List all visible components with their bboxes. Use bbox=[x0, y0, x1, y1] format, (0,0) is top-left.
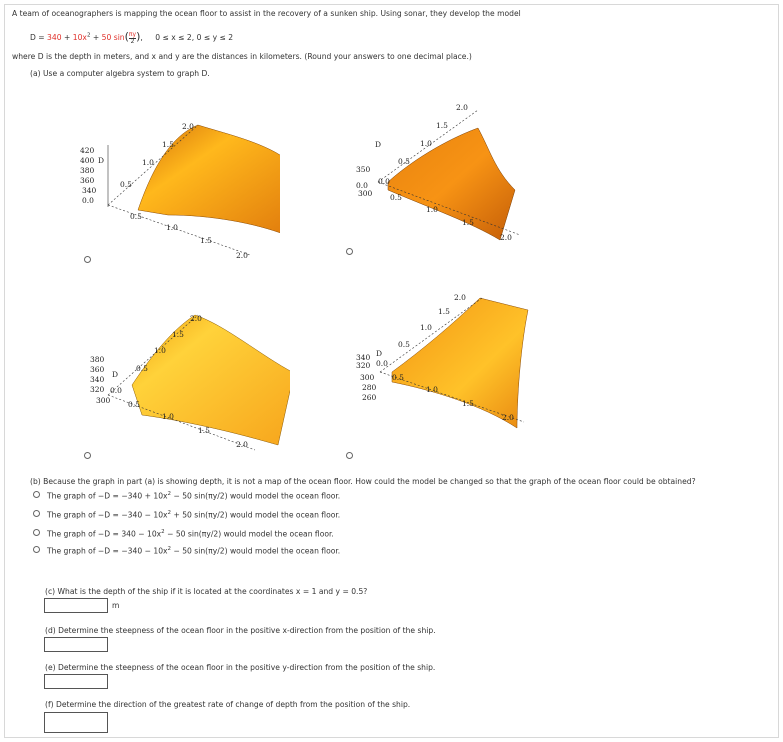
x-tick: 1.0 bbox=[426, 205, 438, 214]
b-option-radio[interactable] bbox=[33, 546, 40, 553]
b-option-radio[interactable] bbox=[33, 529, 40, 536]
x-tick: 1.5 bbox=[200, 236, 212, 245]
part-d-answer-input[interactable] bbox=[44, 637, 108, 652]
surface bbox=[138, 125, 280, 235]
d-axis-label: D bbox=[112, 370, 119, 379]
y-tick: 0.0 bbox=[110, 386, 122, 395]
z-tick: 300 bbox=[96, 396, 111, 405]
z-tick: 380 bbox=[80, 166, 95, 175]
part-a-text: (a) Use a computer algebra system to graph D. bbox=[30, 69, 210, 78]
b-option-label: The graph of $-D = -340 - 10x^2 - 50$ sin(πy/2) would model the ocean floor. bbox=[47, 546, 341, 556]
model-formula: $D = 340 + 10x^2 + 50$ sin( $\frac{\pi y}{2}$ ), 0 ≤ x ≤ 2, 0 ≤ y ≤ 2 bbox=[30, 30, 234, 45]
z-tick: 340 bbox=[82, 186, 97, 195]
x-tick: 0.5 bbox=[128, 400, 140, 409]
y-tick: 1.5 bbox=[436, 121, 448, 130]
part-c-text: (c) What is the depth of the ship if it is located at the coordinates x = 1 and y = 0.5? bbox=[45, 587, 368, 596]
y-tick: 2.0 bbox=[190, 314, 202, 323]
y-tick: 0.5 bbox=[398, 157, 410, 166]
x-tick: 1.5 bbox=[462, 399, 474, 408]
b-option-label: The graph of $-D = -340 + 10x^2 - 50$ sin(πy/2) would model the ocean floor. bbox=[47, 491, 341, 501]
y-tick: 1.5 bbox=[162, 140, 174, 149]
d-axis-label: D bbox=[376, 349, 383, 358]
unit-label: m bbox=[112, 601, 120, 610]
b-option-label: The graph of $-D = 340 - 10x^2 - 50$ sin(πy/2) would model the ocean floor. bbox=[47, 529, 334, 539]
y-tick: 0.5 bbox=[398, 340, 410, 349]
part-f-answer-input[interactable] bbox=[44, 712, 108, 733]
b-option-label: The graph of $-D = -340 - 10x^2 + 50$ sin(πy/2) would model the ocean floor. bbox=[47, 510, 341, 520]
plot-2-radio[interactable] bbox=[346, 248, 353, 255]
y-tick: 1.5 bbox=[438, 307, 450, 316]
y-tick: 2.0 bbox=[182, 122, 194, 131]
x-tick: 1.5 bbox=[198, 426, 210, 435]
y-tick: 2.0 bbox=[456, 103, 468, 112]
z-tick: 380 bbox=[90, 355, 105, 364]
y-tick: 0.0 bbox=[82, 196, 94, 205]
z-tick: 320 bbox=[90, 385, 105, 394]
z-tick: 340 bbox=[90, 375, 105, 384]
z-tick: 300 bbox=[360, 373, 375, 382]
x-tick: 0.5 bbox=[130, 212, 142, 221]
x-tick: 2.0 bbox=[500, 233, 512, 242]
d-axis-label: D bbox=[98, 156, 105, 165]
y-tick: 1.5 bbox=[172, 330, 184, 339]
y-tick: 0.5 bbox=[120, 180, 132, 189]
x-tick: 0.5 bbox=[392, 373, 404, 382]
intro-text: A team of oceanographers is mapping the ocean floor to assist in the recovery of a sunken ship. Using sonar, they develop the model bbox=[12, 9, 521, 18]
plot-option-2 bbox=[350, 100, 530, 250]
z-tick: 350 bbox=[356, 165, 371, 174]
surface bbox=[132, 315, 290, 445]
y-tick: 2.0 bbox=[454, 293, 466, 302]
surface bbox=[392, 298, 528, 428]
x-tick: 1.0 bbox=[426, 385, 438, 394]
part-f-text: (f) Determine the direction of the greatest rate of change of depth from the position of the ship. bbox=[45, 700, 411, 709]
z-tick: 400 bbox=[80, 156, 95, 165]
plot-option-3 bbox=[80, 305, 290, 455]
part-b-text: (b) Because the graph in part (a) is showing depth, it is not a map of the ocean floor. How could the model be changed so that the graph of the ocean floor could be obtained? bbox=[30, 477, 696, 486]
z-tick: 320 bbox=[356, 361, 371, 370]
z-tick: 360 bbox=[80, 176, 95, 185]
plot-3-radio[interactable] bbox=[84, 452, 91, 459]
plot-4-radio[interactable] bbox=[346, 452, 353, 459]
z-tick: 420 bbox=[80, 146, 95, 155]
x-tick: 2.0 bbox=[502, 413, 514, 422]
z-tick: 260 bbox=[362, 393, 377, 402]
x-tick: 1.0 bbox=[162, 412, 174, 421]
y-tick: 1.0 bbox=[420, 139, 432, 148]
z-tick: 360 bbox=[90, 365, 105, 374]
y-tick: 0.5 bbox=[136, 364, 148, 373]
plot-1-radio[interactable] bbox=[84, 256, 91, 263]
x-tick: 2.0 bbox=[236, 440, 248, 449]
y-tick: 1.0 bbox=[154, 346, 166, 355]
surface bbox=[388, 128, 515, 240]
z-tick: 300 bbox=[358, 189, 373, 198]
x-tick: 1.0 bbox=[166, 223, 178, 232]
x-tick: 0.5 bbox=[390, 193, 402, 202]
where-text: where D is the depth in meters, and x and y are the distances in kilometers. (Round your answers to one decimal place.) bbox=[12, 52, 472, 61]
part-d-text: (d) Determine the steepness of the ocean floor in the positive x-direction from the position of the ship. bbox=[45, 626, 436, 635]
y-tick: 1.0 bbox=[420, 323, 432, 332]
y-tick: 0.0 bbox=[376, 359, 388, 368]
z-tick: 280 bbox=[362, 383, 377, 392]
y-tick: 0.0 bbox=[378, 177, 390, 186]
b-option-radio[interactable] bbox=[33, 491, 40, 498]
x-tick: 1.5 bbox=[462, 218, 474, 227]
x-tick: 2.0 bbox=[236, 251, 248, 260]
d-axis-label: D bbox=[375, 140, 382, 149]
z-tick: 340 bbox=[356, 353, 371, 362]
y-tick: 0.0 bbox=[356, 181, 368, 190]
b-option-radio[interactable] bbox=[33, 510, 40, 517]
part-e-text: (e) Determine the steepness of the ocean floor in the positive y-direction from the position of the ship. bbox=[45, 663, 436, 672]
part-c-answer-input[interactable] bbox=[44, 598, 108, 613]
part-e-answer-input[interactable] bbox=[44, 674, 108, 689]
plot-option-1 bbox=[80, 115, 280, 265]
plot-option-4 bbox=[352, 290, 532, 440]
y-tick: 1.0 bbox=[142, 158, 154, 167]
